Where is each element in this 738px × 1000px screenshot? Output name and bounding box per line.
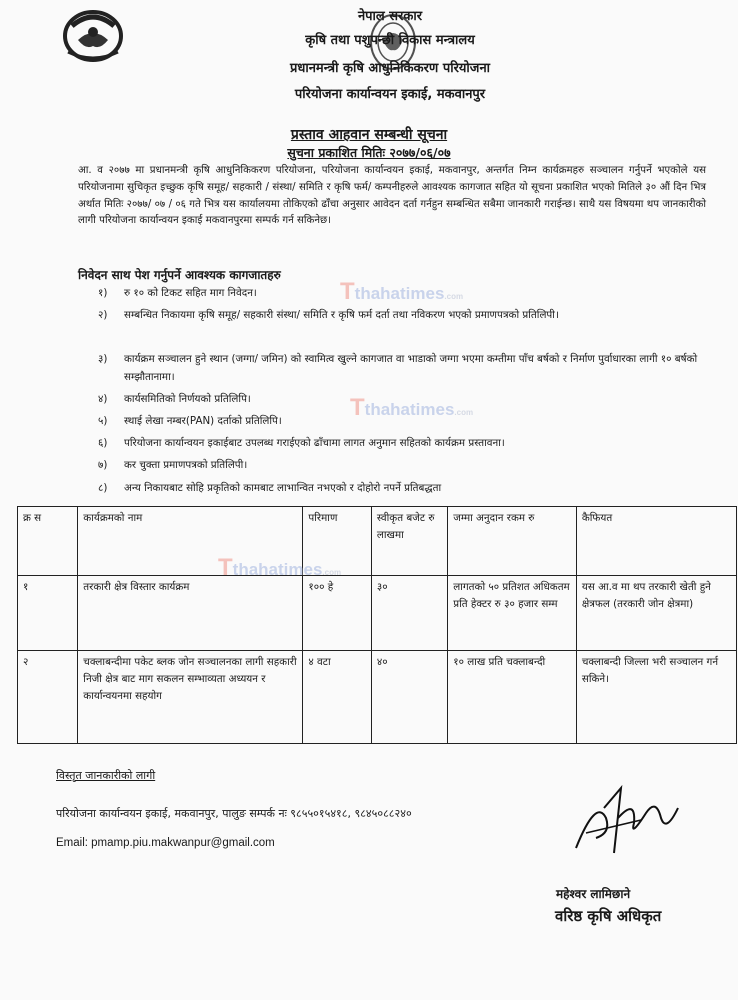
requirement-text: रु १० को टिकट सहित माग निवेदन। bbox=[124, 287, 257, 299]
table-cell-quantity: ४ वटा bbox=[303, 651, 372, 744]
table-header-row bbox=[18, 507, 737, 576]
header-government: नेपाल सरकार bbox=[357, 9, 423, 24]
table-row bbox=[18, 576, 737, 651]
table-cell-budget: ३० bbox=[371, 576, 447, 651]
table-cell-grant: १० लाख प्रति चक्लाबन्दी bbox=[448, 651, 577, 744]
watermark-brand: thahatimes bbox=[354, 284, 445, 303]
watermark-domain: .com bbox=[322, 568, 342, 577]
table-cell-sn: २ bbox=[18, 651, 78, 744]
requirement-number: ६) bbox=[98, 437, 108, 449]
table-header-cell: क्र स bbox=[18, 507, 78, 576]
requirement-number: १) bbox=[98, 287, 108, 299]
requirement-number: २) bbox=[98, 309, 108, 321]
table-cell-quantity: १०० हे bbox=[303, 576, 372, 651]
header-office: परियोजना कार्यान्वयन इकाई, मकवानपुर bbox=[294, 87, 486, 102]
nepal-emblem-logo bbox=[62, 6, 124, 62]
table-header-cell: स्वीकृत बजेट रु लाखमा bbox=[371, 507, 447, 576]
table-cell-budget: ४० bbox=[371, 651, 447, 744]
table-header-cell: परिमाण bbox=[303, 507, 372, 576]
requirement-text: परियोजना कार्यान्वयन इकाईबाट उपलब्ध गराईएको ढाँचामा लागत अनुमान सहितको कार्यक्रम प्रस्तावना। bbox=[124, 437, 505, 449]
requirements-heading: निवेदन साथ पेश गर्नुपर्ने आवश्यक कागजातहरु bbox=[78, 268, 281, 282]
requirement-text: स्थाई लेखा नम्बर(PAN) दर्ताको प्रतिलिपि। bbox=[124, 415, 282, 427]
notice-title: प्रस्ताव आहवान सम्बन्धी सूचना bbox=[290, 127, 448, 143]
program-table bbox=[17, 506, 737, 744]
requirement-number: ८) bbox=[98, 482, 108, 494]
watermark-brand: thahatimes bbox=[232, 560, 323, 579]
signer-name: महेश्वर लामिछाने bbox=[556, 887, 631, 901]
table-cell-grant: लागतको ५० प्रतिशत अधिकतम प्रति हेक्टर रु ३० हजार सम्म bbox=[448, 576, 577, 651]
requirement-text: कार्यक्रम सञ्चालन हुने स्थान (जग्गा/ जमिन) को स्वामित्व खुल्ने कागजात वा भाडाको जग्गा भएमा कम्तीमा पाँच बर्षको र निर्माण पुर्वाधारका लागी १० बर्षको सम्झौतानामा। bbox=[124, 353, 698, 383]
notice-body: आ. व २०७७ मा प्रधानमन्त्री कृषि आधुनिकिकरण परियोजना, परियोजना कार्यान्वयन इकाई, मकवानपुर, अन्तर्गत निम्न कार्यक्रमहरु सञ्चालन गर्नुपर्ने भएकोले यस परियोजनामा सुचिकृत इच्छुक कृषि समूह/ सहकारी / संस्था/ समिति र कृषि फर्म/ कम्पनीहरुले आवश्यक कागजात सहित यो सूचना प्रकाशित भएको मितिले ३० औं दिन भित्र अर्थात मितिः २०७७/ ०७ / ०६ गते भित्र यस कार्यालयमा तोकिएको ढाँचा अनुसार आवेदन दर्ता गर्नहुन सम्बन्धित सबैमा जानकारी गराईन्छ। साथै यस विषयमा थप जानकारीको लागी परियोजना कार्यान्वयन इकाई मकवानपुरमा सम्पर्क गर्न सकिनेछ। bbox=[78, 165, 706, 227]
table-cell-sn: १ bbox=[18, 576, 78, 651]
header-project: प्रधानमन्त्री कृषि आधुनिकिकरण परियोजना bbox=[289, 61, 491, 76]
watermark-domain: .com bbox=[454, 408, 474, 417]
header-ministry: कृषि तथा पशुपन्छी विकास मन्त्रालय bbox=[305, 33, 475, 48]
requirement-number: ५) bbox=[98, 415, 108, 427]
watermark-logo: Tthahatimes.com bbox=[218, 554, 342, 581]
handwritten-signature bbox=[566, 778, 686, 868]
requirement-text: कार्यसमितिको निर्णयको प्रतिलिपि। bbox=[124, 393, 251, 405]
requirement-item bbox=[98, 479, 718, 497]
table-header-cell: कैफियत bbox=[576, 507, 736, 576]
table-cell-name: तरकारी क्षेत्र विस्तार कार्यक्रम bbox=[78, 576, 303, 651]
table-header-cell: जम्मा अनुदान रकम रु bbox=[448, 507, 577, 576]
requirement-text: कर चुक्ता प्रमाणपत्रको प्रतिलिपी। bbox=[124, 459, 248, 471]
table-header-cell: कार्यक्रमको नाम bbox=[78, 507, 303, 576]
contact-heading: विस्तृत जानकारीको लागी bbox=[56, 769, 156, 782]
requirement-number: ७) bbox=[98, 459, 108, 471]
requirement-item bbox=[98, 434, 718, 452]
table-cell-remarks: चक्लाबन्दी जिल्ला भरी सञ्चालन गर्न सकिने। bbox=[576, 651, 736, 744]
notice-published-date: सुचना प्रकाशित मितिः २०७७/०६/०७ bbox=[287, 145, 451, 160]
watermark-logo: Tthahatimes.com bbox=[340, 278, 464, 305]
contact-email: Email: pmamp.piu.makwanpur@gmail.com bbox=[56, 837, 275, 849]
requirement-text: सम्बन्धित निकायमा कृषि समूह/ सहकारी संस्था/ समिति र कृषि फर्म दर्ता तथा नविकरण भएको प्रमाणपत्रको प्रतिलिपी। bbox=[124, 309, 559, 321]
table-cell-name: चक्लाबन्दीमा पकेट ब्लक जोन सञ्चालनका लागी सहकारी निजी क्षेत्र बाट माग सकलन सम्भाव्यता अध्ययन र कार्यान्वयनमा सहयोग bbox=[78, 651, 303, 744]
signer-designation: वरिष्ठ कृषि अधिकृत bbox=[555, 907, 662, 925]
requirement-item bbox=[98, 350, 718, 386]
watermark-logo: Tthahatimes.com bbox=[350, 394, 474, 421]
requirement-number: ४) bbox=[98, 393, 108, 405]
requirement-item bbox=[98, 456, 718, 474]
table-cell-remarks: यस आ.व मा थप तरकारी खेती हुने क्षेत्रफल (तरकारी जोन क्षेत्रमा) bbox=[576, 576, 736, 651]
watermark-brand: thahatimes bbox=[364, 400, 455, 419]
watermark-domain: .com bbox=[444, 292, 464, 301]
table-row bbox=[18, 651, 737, 744]
requirement-item bbox=[98, 306, 718, 324]
requirement-number: ३) bbox=[98, 353, 108, 365]
contact-info: परियोजना कार्यान्वयन इकाई, मकवानपुर, पालुङ सम्पर्क नः ९८५५०१५४१८, ९८४५०८८२४० bbox=[56, 807, 412, 820]
requirement-text: अन्य निकायबाट सोहि प्रकृतिको कामबाट लाभान्वित नभएको र दोहोरो नपर्ने प्रतिबद्धता bbox=[124, 482, 442, 494]
